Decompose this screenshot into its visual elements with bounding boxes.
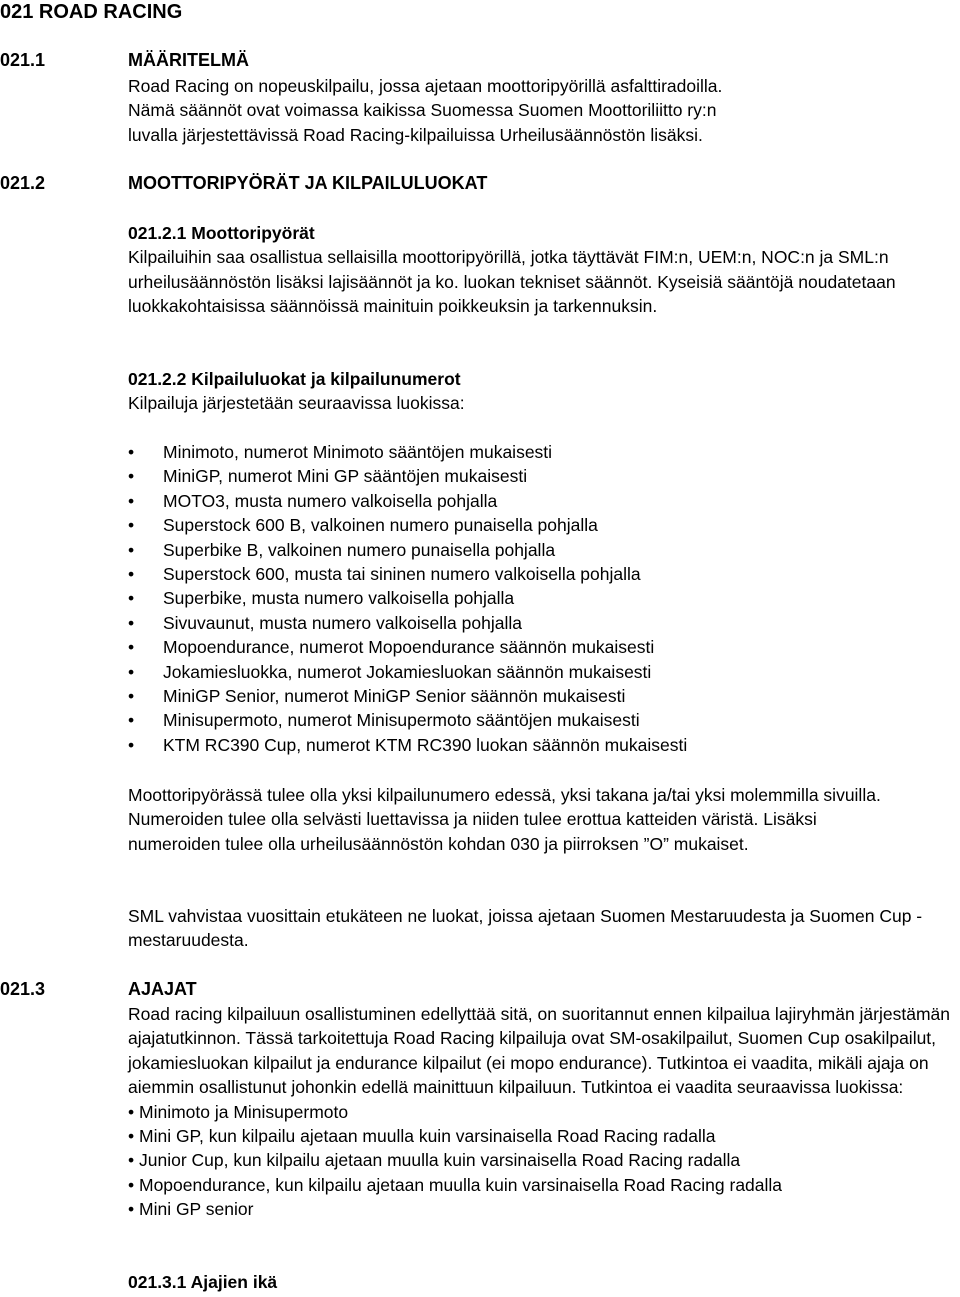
section-number-021-3: 021.3 [0, 979, 46, 999]
section-number-021-2: 021.2 [0, 173, 46, 193]
section-title-maaritelma: MÄÄRITELMÄ [128, 50, 249, 70]
subsection-title-kilpailuluokat: 021.2.2 Kilpailuluokat ja kilpailunumerot [128, 369, 461, 389]
list-item: • MOTO3, musta numero valkoisella pohjalla [128, 489, 687, 513]
subsection-title-moottoripyorat: 021.2.1 Moottoripyörät [128, 223, 315, 243]
list-item: • MiniGP Senior, numerot MiniGP Senior säännön mukaisesti [128, 684, 687, 708]
list-item: • MiniGP, numerot Mini GP sääntöjen mukaisesti [128, 464, 687, 488]
list-item: • Jokamiesluokka, numerot Jokamiesluokan säännön mukaisesti [128, 660, 687, 684]
classes-intro: Kilpailuja järjestetään seuraavissa luokissa: [128, 393, 465, 414]
list-item: • Minisupermoto, numerot Minisupermoto sääntöjen mukaisesti [128, 708, 687, 732]
class-list [128, 440, 687, 757]
list-item: • KTM RC390 Cup, numerot KTM RC390 luokan säännön mukaisesti [128, 733, 687, 757]
section-021-1-paragraph [128, 74, 728, 147]
riders-paragraph: Road racing kilpailuun osallistuminen edellyttää sitä, on suoritannut ennen kilpailua lajiryhmän järjestämän ajajatutkinnon. Tässä tarkoitettuja Road Racing kilpailuja ovat SM-osakilpailut, Suomen Cup osakilpailut, jokamiesluokan kilpailut ja endurance kilpailut (ei mopo endurance). Tutkintoa ei vaadita, mikäli ajaja on aiemmin osallistunut johonkin edellä mainittuun kilpailuun. Tutkintoa ei vaadita seuraavissa luokissa: [128, 1004, 950, 1098]
subsection-021-3-1 [128, 1270, 960, 1294]
sml-paragraph-block [128, 904, 960, 953]
list-item: • Mopoendurance, kun kilpailu ajetaan muulla kuin varsinaisella Road Racing radalla [128, 1173, 960, 1197]
section-number-021-1: 021.1 [0, 50, 46, 70]
section-title-moottoripyorat-ja-kilpailuluokat: MOOTTORIPYÖRÄT JA KILPAILULUOKAT [128, 173, 488, 193]
section-021-3-body [128, 1002, 960, 1222]
numbers-paragraph-block [128, 783, 908, 856]
list-item: • Mini GP, kun kilpailu ajetaan muulla kuin varsinaisella Road Racing radalla [128, 1124, 960, 1148]
section-title-ajajat: AJAJAT [128, 979, 197, 999]
list-item: • Mini GP senior [128, 1197, 960, 1221]
list-item: • Junior Cup, kun kilpailu ajetaan muulla kuin varsinaisella Road Racing radalla [128, 1148, 960, 1172]
list-item: • Sivuvaunut, musta numero valkoisella pohjalla [128, 611, 687, 635]
numbers-paragraph: Moottoripyörässä tulee olla yksi kilpailunumero edessä, yksi takana ja/tai yksi molemmilla sivuilla. Numeroiden tulee olla selvästi luettavissa ja niiden tulee erottua katteiden väristä. Lisäksi numeroiden tulee olla urheilusäännöstön kohdan 030 ja piirroksen ”O” mukaiset. [128, 785, 881, 854]
sml-paragraph: SML vahvistaa vuosittain etukäteen ne luokat, joissa ajetaan Suomen Mestaruudesta ja Suomen Cup - mestaruudesta. [128, 906, 923, 951]
subsection-title-ajajien-ika: 021.3.1 Ajajien ikä [128, 1272, 278, 1292]
list-item: • Superbike B, valkoinen numero punaisella pohjalla [128, 538, 687, 562]
document-title: 021 ROAD RACING [0, 1, 183, 23]
subsection-021-2-2 [128, 367, 960, 416]
list-item: • Superstock 600, musta tai sininen numero valkoisella pohjalla [128, 562, 687, 586]
list-item: • Minimoto ja Minisupermoto [128, 1100, 960, 1124]
exempt-class-list [128, 1100, 960, 1222]
list-item: • Superbike, musta numero valkoisella pohjalla [128, 586, 687, 610]
motorcycles-paragraph: Kilpailuihin saa osallistua sellaisilla moottoripyörillä, jotka täyttävät FIM:n, UEM:n, NOC:n ja SML:n urheilusäännöstön lisäksi lajisäännöt ja ko. luokan tekniset säännöt. Kyseisiä sääntöjä noudatetaan luokkakohtaisissa säännöissä mainituin poikkeuksin ja tarkennuksin. [128, 247, 896, 317]
list-item: • Superstock 600 B, valkoinen numero punaisella pohjalla [128, 513, 687, 537]
subsection-021-2-1 [128, 221, 960, 319]
definition-paragraph: Road Racing on nopeuskilpailu, jossa ajetaan moottoripyörillä asfalttiradoilla. Nämä säännöt ovat voimassa kaikissa Suomessa Suomen Moottoriliitto ry:n luvalla järjestettävissä Road Racing-kilpailuissa Urheilusäännöstön lisäksi. [128, 76, 723, 145]
list-item: • Minimoto, numerot Minimoto sääntöjen mukaisesti [128, 440, 687, 464]
list-item: • Mopoendurance, numerot Mopoendurance säännön mukaisesti [128, 635, 687, 659]
